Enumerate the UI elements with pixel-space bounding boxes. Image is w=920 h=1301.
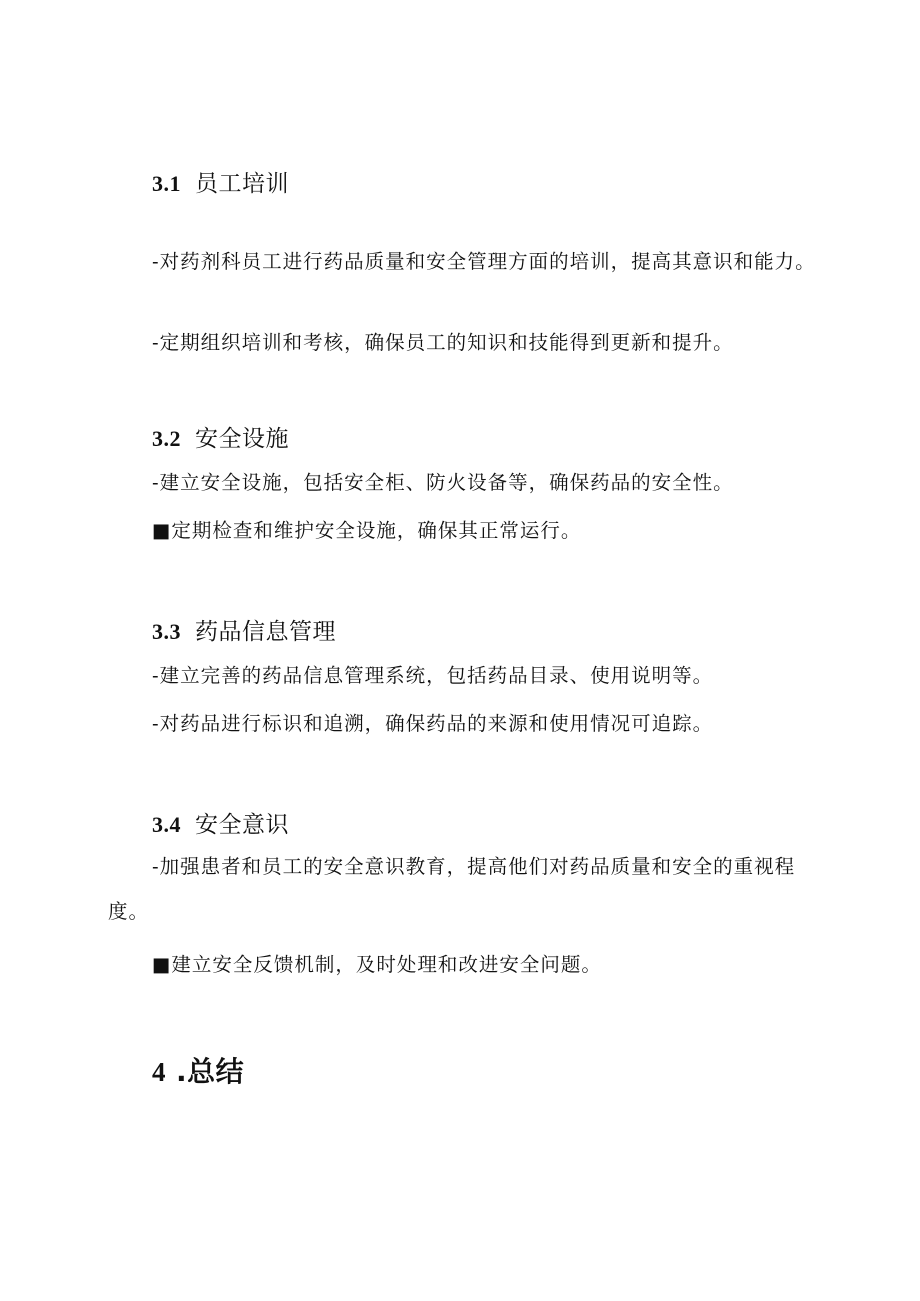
paragraph: ■定期检查和维护安全设施，确保其正常运行。 — [152, 519, 582, 542]
section-title: 药品信息管理 — [195, 619, 336, 645]
section-number: 4 — [152, 1057, 166, 1087]
paragraph: -对药品进行标识和追溯，确保药品的来源和使用情况可追踪。 — [152, 712, 714, 735]
section-title: 安全设施 — [195, 426, 289, 452]
section-heading-3-1 — [152, 165, 289, 198]
paragraph: ■建立安全反馈机制，及时处理和改进安全问题。 — [152, 953, 602, 976]
section-number: 3.4 — [152, 812, 181, 837]
section-title: 安全意识 — [195, 812, 289, 838]
section-number: 3.1 — [152, 171, 181, 196]
paragraph: -加强患者和员工的安全意识教育，提高他们对药品质量和安全的重视程度。 — [108, 855, 796, 923]
section-heading-3-4 — [152, 806, 289, 839]
section-title: .总结 — [176, 1055, 245, 1088]
paragraph: -建立安全设施，包括安全柜、防火设备等，确保药品的安全性。 — [152, 471, 734, 494]
paragraph: -建立完善的药品信息管理系统，包括药品目录、使用说明等。 — [152, 664, 714, 687]
section-number: 3.3 — [152, 619, 181, 644]
paragraph: -定期组织培训和考核，确保员工的知识和技能得到更新和提升。 — [152, 331, 734, 354]
section-heading-3-2 — [152, 420, 289, 453]
section-heading-4 — [152, 1050, 244, 1090]
section-title: 员工培训 — [195, 171, 289, 197]
paragraph: -对药剂科员工进行药品质量和安全管理方面的培训，提高其意识和能力。 — [152, 250, 816, 273]
section-heading-3-3 — [152, 613, 336, 646]
section-number: 3.2 — [152, 426, 181, 451]
